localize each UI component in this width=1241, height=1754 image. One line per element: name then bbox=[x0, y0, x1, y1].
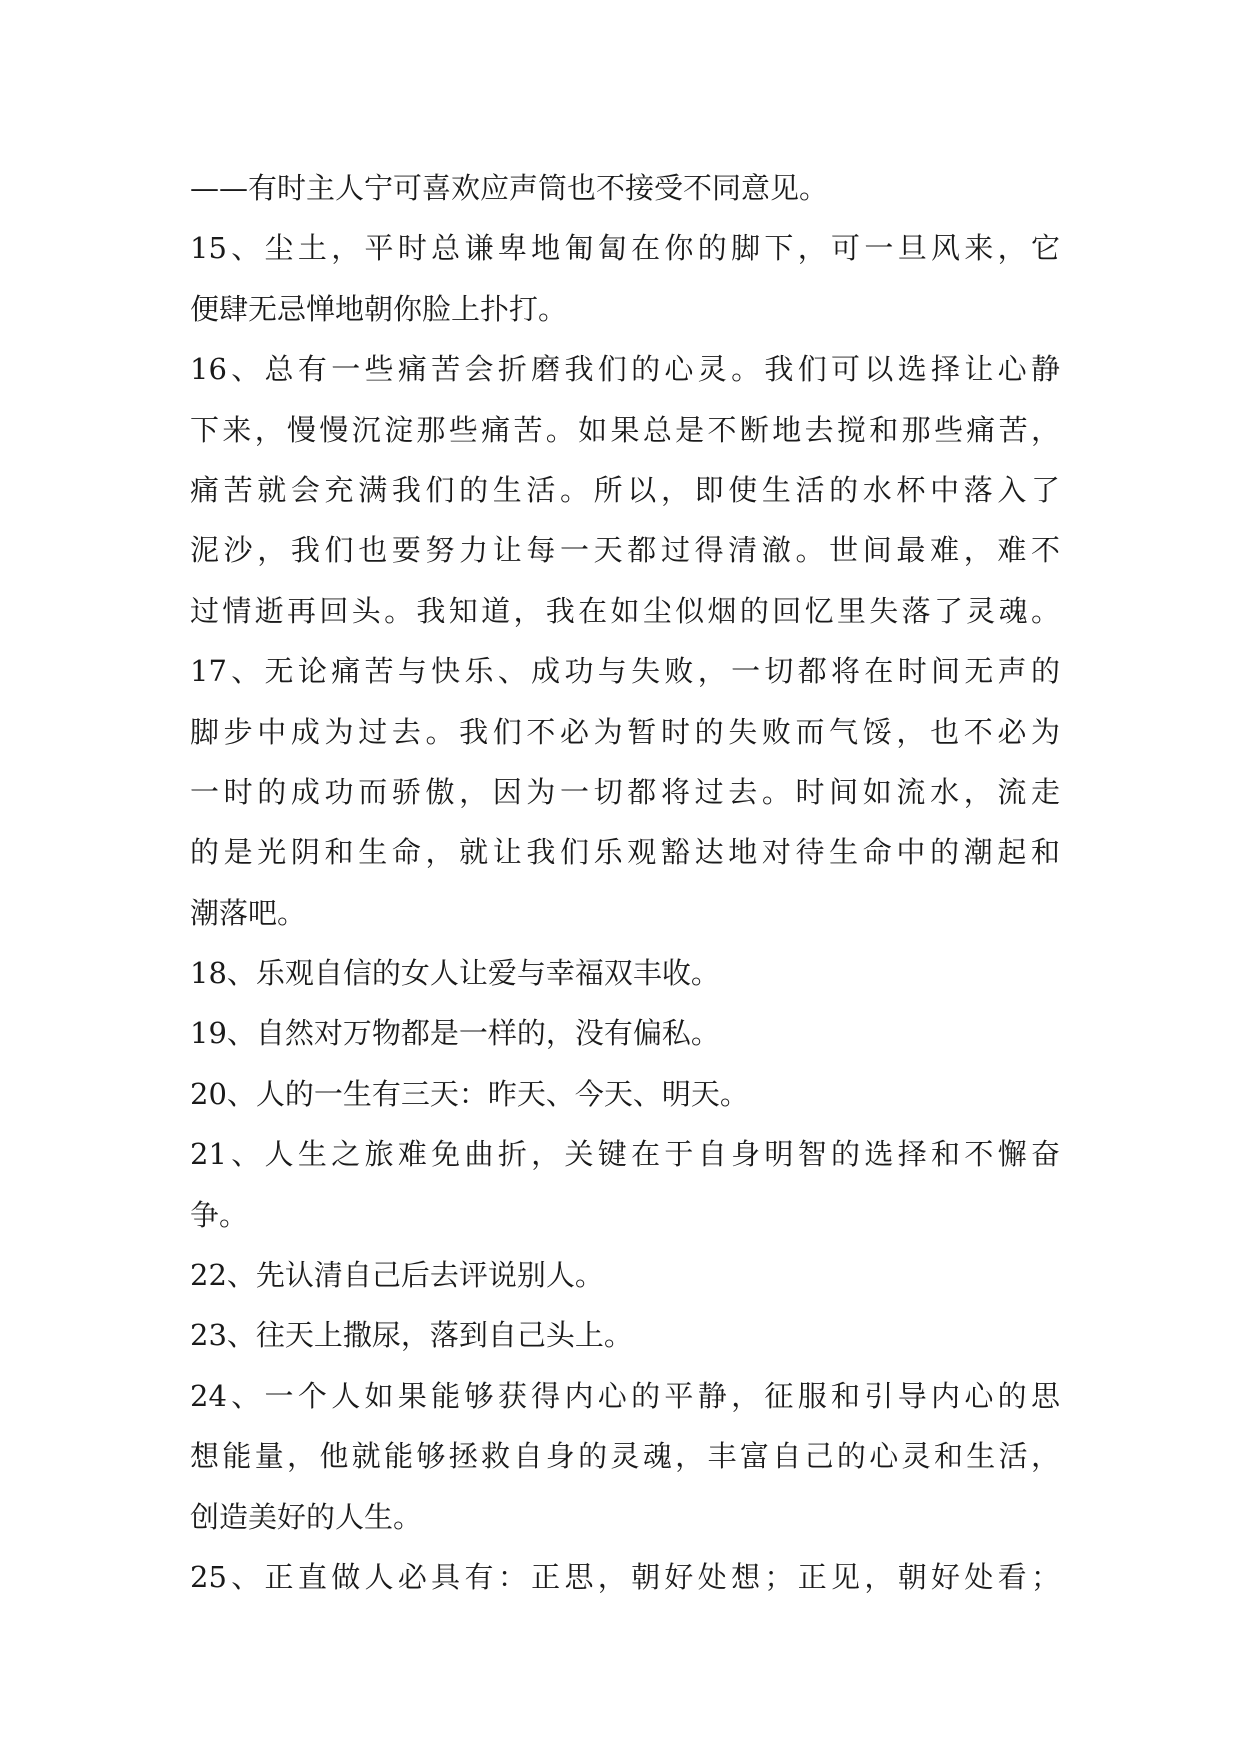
text-line: 过情逝再回头。我知道，我在如尘似烟的回忆里失落了灵魂。 bbox=[190, 593, 1060, 628]
text-line: 的是光阴和生命，就让我们乐观豁达地对待生命中的潮起和 bbox=[190, 835, 1060, 870]
text-line: 21、人生之旅难免曲折，关键在于自身明智的选择和不懈奋 bbox=[190, 1137, 1060, 1172]
text-line: ——有时主人宁可喜欢应声筒也不接受不同意见。 bbox=[190, 171, 829, 205]
document-page bbox=[190, 158, 1060, 1607]
text-line: 15、尘土，平时总谦卑地匍匐在你的脚下，可一旦风来，它 bbox=[190, 231, 1060, 266]
text-line: 16、总有一些痛苦会折磨我们的心灵。我们可以选择让心静 bbox=[190, 352, 1060, 387]
text-line: 19、自然对万物都是一样的，没有偏私。 bbox=[190, 1016, 720, 1051]
text-line: 18、乐观自信的女人让爱与幸福双丰收。 bbox=[190, 956, 720, 991]
text-line: 23、往天上撒尿，落到自己头上。 bbox=[190, 1318, 633, 1353]
text-line: 下来，慢慢沉淀那些痛苦。如果总是不断地去搅和那些痛苦， bbox=[190, 412, 1060, 447]
text-line: 17、无论痛苦与快乐、成功与失败，一切都将在时间无声的 bbox=[190, 654, 1060, 689]
text-line: 20、人的一生有三天：昨天、今天、明天。 bbox=[190, 1076, 749, 1111]
text-line: 便肆无忌惮地朝你脸上扑打。 bbox=[190, 291, 568, 326]
text-line: 争。 bbox=[190, 1197, 249, 1232]
text-line: 痛苦就会充满我们的生活。所以，即使生活的水杯中落入了 bbox=[190, 472, 1060, 507]
text-line: 一时的成功而骄傲，因为一切都将过去。时间如流水，流走 bbox=[190, 774, 1060, 809]
text-line: 潮落吧。 bbox=[190, 895, 307, 930]
text-line: 22、先认清自己后去评说别人。 bbox=[190, 1258, 604, 1293]
text-line: 24、一个人如果能够获得内心的平静，征服和引导内心的思 bbox=[190, 1378, 1060, 1413]
text-line: 创造美好的人生。 bbox=[190, 1499, 423, 1534]
text-line: 脚步中成为过去。我们不必为暂时的失败而气馁，也不必为 bbox=[190, 714, 1060, 749]
text-line: 25、正直做人必具有：正思，朝好处想；正见，朝好处看； bbox=[190, 1559, 1060, 1594]
text-line: 想能量，他就能够拯救自身的灵魂，丰富自己的心灵和生活， bbox=[190, 1439, 1060, 1474]
text-line: 泥沙，我们也要努力让每一天都过得清澈。世间最难，难不 bbox=[190, 533, 1060, 568]
